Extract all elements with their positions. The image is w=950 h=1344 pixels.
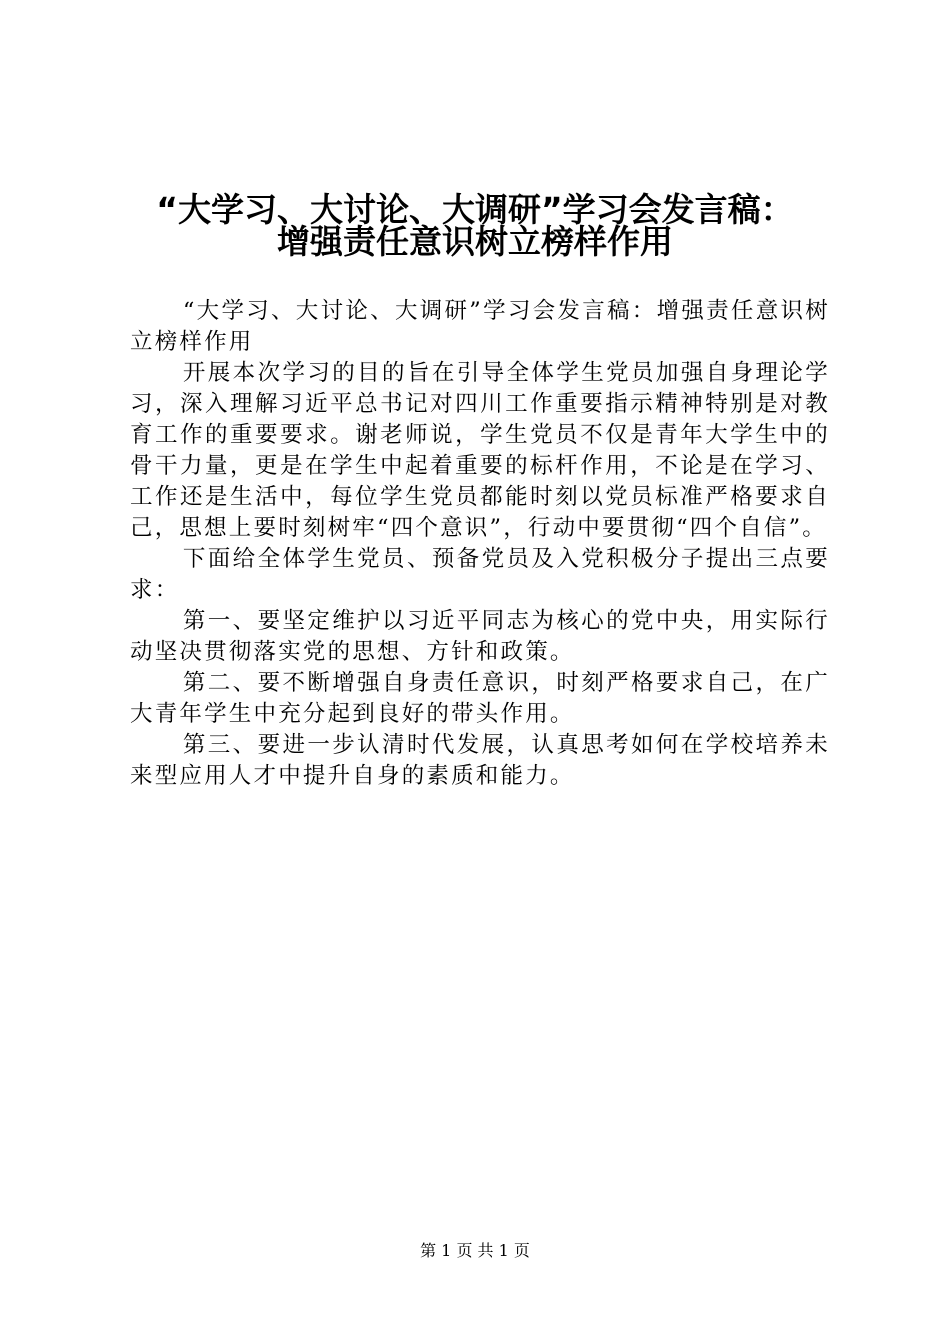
paragraph-heading-repeat: “大学习、大讨论、大调研”学习会发言稿：增强责任意识树立榜样作用: [130, 298, 830, 355]
document-body: [130, 296, 830, 792]
document-title-line-1: “大学习、大讨论、大调研”学习会发言稿：: [156, 190, 794, 229]
paragraph-requirement-1: 第一、要坚定维护以习近平同志为核心的党中央，用实际行动坚决贯彻落实党的思想、方针和政策。: [130, 608, 830, 665]
paragraph-requirement-3: 第三、要进一步认清时代发展，认真思考如何在学校培养未来型应用人才中提升自身的素质和能力。: [130, 732, 830, 789]
page-footer: 第 1 页 共 1 页: [420, 1241, 530, 1260]
paragraph-intro: 开展本次学习的目的旨在引导全体学生党员加强自身理论学习，深入理解习近平总书记对四川工作重要指示精神特别是对教育工作的重要要求。谢老师说，学生党员不仅是青年大学生中的骨干力量，更是在学生中起着重要的标杆作用，不论是在学习、工作还是生活中，每位学生党员都能时刻以党员标准严格要求自己，思想上要时刻树牢“四个意识”，行动中要贯彻“四个自信”。: [130, 360, 830, 541]
document-title-line-2: 增强责任意识树立榜样作用: [277, 222, 673, 261]
paragraph-requirements-lead: 下面给全体学生党员、预备党员及入党积极分子提出三点要求：: [130, 546, 830, 603]
paragraph-requirement-2: 第二、要不断增强自身责任意识，时刻严格要求自己，在广大青年学生中充分起到良好的带头作用。: [130, 670, 830, 727]
